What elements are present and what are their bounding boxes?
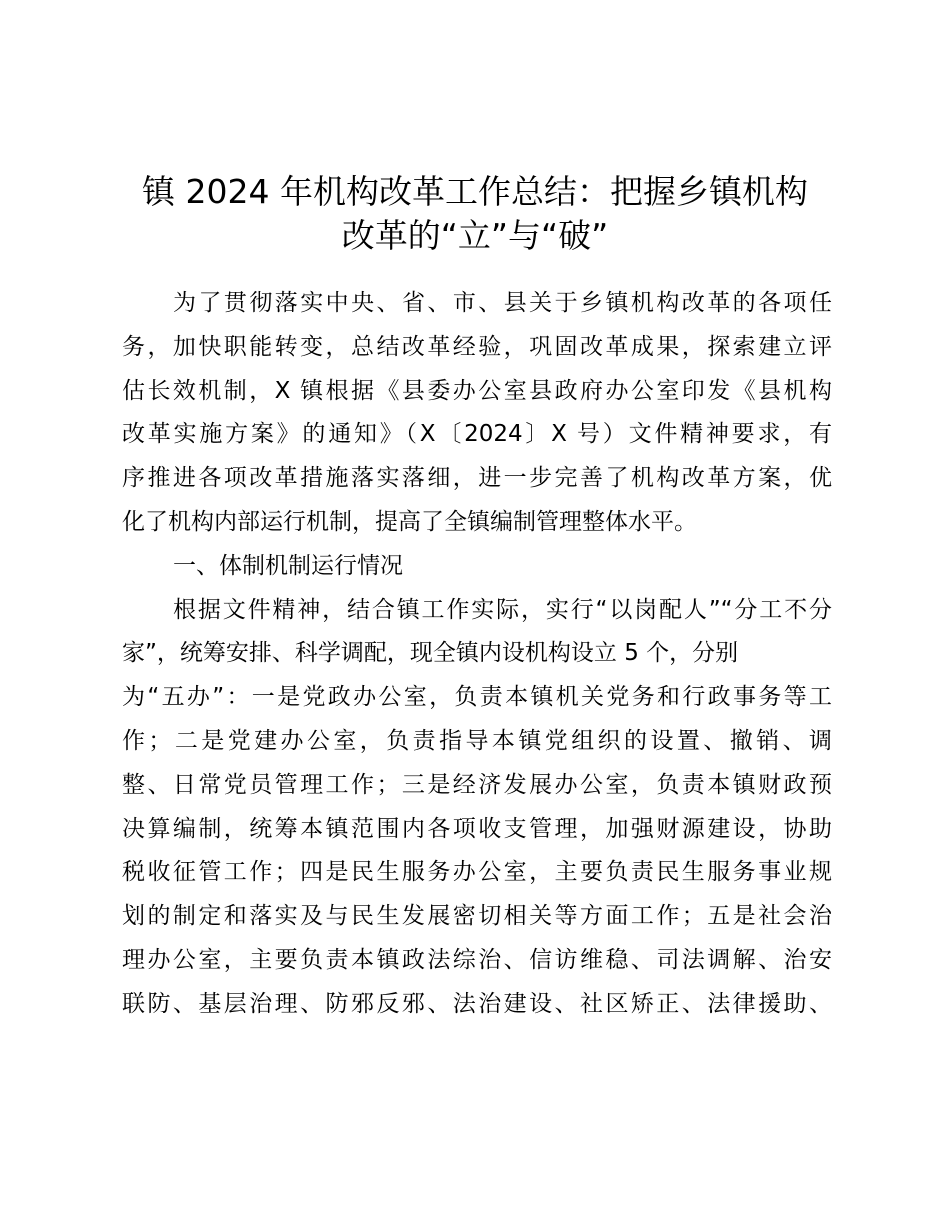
section-heading-1: 一、体制机制运行情况 bbox=[173, 552, 403, 579]
paragraph-2-line-1: 根据文件精神，结合镇工作实际，实行“以岗配人”“分工不分 bbox=[173, 596, 832, 623]
paragraph-1-line-2: 务，加快职能转变，总结改革经验，巩固改革成果，探索建立评 bbox=[122, 333, 832, 360]
paragraph-1-line-3: 估长效机制，X 镇根据《县委办公室县政府办公室印发《县机构 bbox=[122, 377, 832, 404]
document-title-line-2: 改革的“立”与“破” bbox=[341, 216, 609, 255]
paragraph-1-line-5: 序推进各项改革措施落实落细，进一步完善了机构改革方案，优 bbox=[122, 465, 832, 492]
paragraph-2-line-10: 联防、基层治理、防邪反邪、法治建设、社区矫正、法律援助、 bbox=[122, 990, 832, 1017]
paragraph-1-line-6: 化了机构内部运行机制，提高了全镇编制管理整体水平。 bbox=[122, 508, 697, 535]
paragraph-2-line-9: 理办公室，主要负责本镇政法综治、信访维稳、司法调解、治安 bbox=[122, 946, 832, 973]
paragraph-2-line-7: 税收征管工作；四是民生服务办公室，主要负责民生服务事业规 bbox=[122, 859, 832, 886]
paragraph-2-line-6: 决算编制，统筹本镇范围内各项收支管理，加强财源建设，协助 bbox=[122, 815, 832, 842]
paragraph-1-line-4: 改革实施方案》的通知》（X〔2024〕X 号）文件精神要求，有 bbox=[122, 421, 832, 448]
document-title-line-1: 镇 2024 年机构改革工作总结：把握乡镇机构 bbox=[142, 172, 808, 211]
paragraph-2-line-4: 作；二是党建办公室，负责指导本镇党组织的设置、撤销、调 bbox=[122, 727, 832, 754]
document-body bbox=[122, 282, 832, 1027]
paragraph-2-line-2: 家”，统筹安排、科学调配，现全镇内设机构设立 5 个，分别 bbox=[122, 640, 739, 667]
paragraph-2-line-3: 为“五办”：一是党政办公室，负责本镇机关党务和行政事务等工 bbox=[122, 684, 832, 711]
paragraph-2-line-8: 划的制定和落实及与民生发展密切相关等方面工作；五是社会治 bbox=[122, 903, 832, 930]
paragraph-1-line-1: 为了贯彻落实中央、省、市、县关于乡镇机构改革的各项任 bbox=[173, 290, 832, 316]
paragraph-2-line-5: 整、日常党员管理工作；三是经济发展办公室，负责本镇财政预 bbox=[122, 771, 832, 798]
